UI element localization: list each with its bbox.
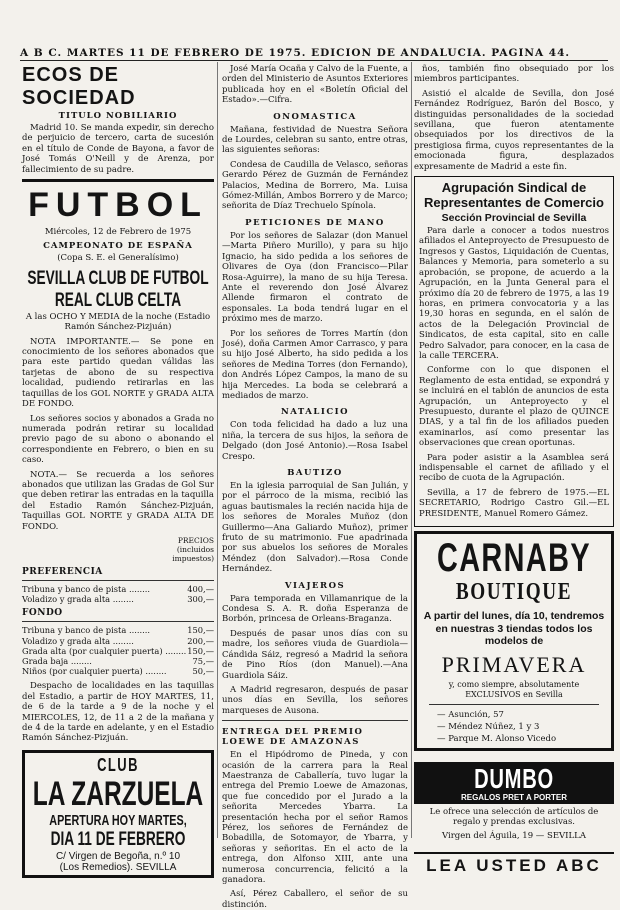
article-paragraph: José María Ocaña y Calvo de la Fuente, a orden del Ministerio de Asuntos Exteriores publicada hoy en el «Boletín Oficial del Estado».—Cifra. [222,64,408,106]
header-rule [20,60,608,61]
opening-date: DIA 11 DE FEBRERO [50,828,186,850]
article-paragraph: Para temporada en Villamanrique de la Condesa S. A. R. doña Esperanza de Borbón, princesa de Orleans-Braganza. [222,593,408,625]
team-home: SEVILLA CLUB DE FUTBOL [27,267,209,289]
column-divider [217,62,218,838]
section-title: ECOS DE SOCIEDAD [22,64,136,109]
section-heading: PETICIONES DE MANO [245,217,385,228]
column-divider [411,62,412,838]
price-row [22,656,214,666]
price-row [22,646,214,656]
article-paragraph: Mañana, festividad de Nuestra Señora de Lourdes, celebran su santo, entre otras, las siguientes señoras: [222,124,408,156]
carnaby-title: CARNABY [436,536,592,581]
price-value: 150,— [187,645,214,656]
section-heading: BAUTIZO [287,468,343,478]
article-paragraph: En la iglesia parroquial de San Julián, y por el párroco de la misma, recibió las aguas bautismales la recién nacida hija de los señores de Morales Muñoz (don Guillermo—Ana Galiardo Muñoz), primer fruto de su matrimonio. Fue apadrinada por sus abuelos los señores de Morales Méndez (don Salvador).—Rosa Conde Hernández. [222,481,408,575]
lea-abc: LEA USTED ABC [414,852,614,876]
price-value: 200,— [187,635,214,646]
price-item: Tribuna y banco de pista ........ [22,583,151,594]
divider [222,720,408,721]
column-left [22,64,214,873]
article-paragraph: Para poder asistir a la Asamblea será indispensable el carnet de afiliado y el recibo de cuota de la Agrupación. [419,452,609,484]
article-paragraph: A Madrid regresaron, después de pasar unos días en Sevilla, los señores marqueses de Ausona. [222,684,408,716]
match-date: Miércoles, 12 de Febrero de 1975 [44,227,192,238]
promo-text: A partir del lunes, día 10, tendremos en nuestras 3 tiendas todos los modelos de [423,610,605,648]
article-paragraph: Para darle a conocer a todos nuestros afiliados el Anteproyecto de Presupuesto de Ingresos y Gastos, Liquidación de Cuentas, Balances y Memoria, para someterlo a su aprobación, se propone, de acuerdo a la Agrupación, en la Junta General para el próximo día 20 de febrero de 1975, a las 19 horas, en primera convocatoria y a las 19,30 horas en segunda, en el salón de actos de la Delegación Provincial de Sindicatos, de esta capital, sito en calle Pedro Salvador, para conocer, en la casa de la calle TERCERA. [419,226,609,361]
price-value: 50,— [192,666,214,677]
price-row [22,584,214,594]
price-value: 300,— [187,594,214,605]
article-paragraph: Sevilla, a 17 de febrero de 1975.—EL SECRETARIO, Rodrigo Castro Gil.—EL PRESIDENTE, Manuel Romero Gámez. [419,487,609,519]
page-header: A B C. MARTES 11 DE FEBRERO DE 1975. EDICION DE ANDALUCIA. PAGINA 44. [20,47,571,59]
section-heading: NATALICIO [281,407,349,418]
article-paragraph: ños, también fino obsequiado por los miembros participantes. [414,64,614,85]
store-item: — Parque M. Alonso Vicedo [437,733,557,744]
divider [22,179,214,182]
price-list [22,625,214,676]
price-value: 400,— [187,583,214,594]
price-item: Grada alta (por cualquier puerta) ........ [22,645,187,656]
zarzuela-ad [22,750,214,878]
dumbo-address: Virgen del Águila, 19 — SEVILLA [442,831,586,842]
price-list [22,584,214,604]
section-heading: VIAJEROS [284,580,346,591]
article-paragraph: NOTA.— Se recuerda a los señores abonados que utilizan las Gradas de Gol Sur que deben retirar las entradas en la taquilla del Estadio Ramón Sánchez-Pizjuán, Taquillas GOL NORTE y GRADA ALTA DE FONDO. [22,469,214,532]
divider [429,704,599,705]
prices-heading: PRECIOS (incluidos impuestos) [172,535,214,563]
article-paragraph: Por los señores de Torres Martín (don José), doña Carmen Amor Carrasco, y para su hijo José Alberto, ha sido pedida a los señores de Medina Torres (don Fernando), don Andrés López Campos, la mano de su hija Mercedes. La boda se celebrará a mediados de marzo. [222,328,408,401]
price-value: 150,— [187,625,214,636]
store-list [421,709,607,745]
championship: CAMPEONATO DE ESPAÑA [43,241,193,252]
union-notice [414,176,614,527]
dumbo-text: Le ofrece una selección de artículos de regalo y prendas exclusivas. [429,806,599,827]
carnaby-ad [414,531,614,751]
dumbo-ad [414,759,614,849]
store-item: — Méndez Núñez, 1 y 3 [437,721,540,732]
subheading: TITULO NOBILIARIO [58,111,178,121]
article-paragraph: Asistió el alcalde de Sevilla, don José Fernández Rodríguez, Barón del Bosco, y distinguidas personalidades de la sociedad sevillana, que fueron atentamente obsequiados por los directivos de la prestigiosa firma, cuyos representantes de la emocionada figura, desplazados expresamente de Madrid a este fin. [414,88,614,172]
article-paragraph: En el Hipódromo de Pineda, y con ocasión de la carrera para la Real Maestranza de Caballería, tuvo lugar la entrega del Premio Loewe de Amazonas, que fue concedido por el Jurado a la señorita Mercedes Ybarra. La presentación hecha por el señor Ramos Pérez, los señores de Fernández de Bobadilla, de Sotomayor, de Ybarra, y señoras y señoritas. En el acto de la entrega, don Alfonso XIII, ante una numerosa concurrencia, felicitó a la ganadora. [222,750,408,885]
article-paragraph: Condesa de Caudilla de Velasco, señoras Gerardo Pérez de Guzmán de Fernández Palacios, Medina de Borrero, Ma. Luisa Gómez-Millán, Ambos Borrero y de Marco; señorita de Díaz Trechuelo Spínola. [222,159,408,212]
dumbo-title: DUMBO [474,762,554,794]
article-paragraph: Así, Pérez Caballero, el señor de su distinción. [222,889,408,910]
article-paragraph: Conforme con lo que disponen el Reglamento de esta entidad, se expondrá y se incluirá en el tablón de anuncios de esta Agrupación, un Anteproyecto y el Presupuesto, durante el plazo de QUINCE DIAS, y a tal fin de los afiliados pueden examinarlos, así como presentar las observaciones que crean oportunas. [419,365,609,449]
exclusive-text: y, como siempre, absolutamente EXCLUSIVOS en Sevilla [448,679,580,699]
article-paragraph: Madrid 10. Se manda expedir, sin derecho de perjuicio de tercero, carta de sucesión en el título de Conde de Bayona, a favor de José Tomás O'Neill y de Arenza, por fallecimiento de su padre. [22,123,214,175]
divider [22,580,214,581]
price-item: Voladizo y grada alta ........ [22,594,134,605]
address-line: C/ Virgen de Begoña, n.º 10 [55,850,181,862]
primavera-title: PRIMAVERA [441,651,587,677]
divider [22,621,214,622]
article-paragraph: Después de pasar unos días con su madre, los señores viuda de Guardiola—Cándida Sáiz, regresó a Madrid la señora de Pino Ríos (don Manuel).—Ana Guardiola Sáiz. [222,628,408,681]
address-line: (Los Remedios). SEVILLA [59,861,177,873]
article-paragraph: Los señores socios y abonados a Grada no numerada podrán retirar su localidad previo pago de su abono o abonando el correspondiente en Febrero, o bien en su caso. [22,413,214,466]
section-heading: ONOMASTICA [273,111,357,122]
dumbo-banner [414,762,614,804]
notice-subtitle: Sección Provincial de Sevilla [441,212,587,225]
opening-text: APERTURA HOY MARTES, [49,811,187,829]
match-time: A las OCHO Y MEDIA de la noche (Estadio Ramón Sánchez-Pizjuán) [25,311,211,333]
club-label: CLUB [97,754,139,775]
section-heading: ENTREGA DEL PREMIO LOEWE DE AMAZONAS [222,727,364,748]
article-paragraph: Con toda felicidad ha dado a luz una niña, la tercera de sus hijos, la señora de Delgado (don José Antonio).—Rosa Isabel Crespo. [222,420,408,462]
team-away: REAL CLUB CELTA [54,289,182,311]
preferencia-label: PREFERENCIA [22,566,103,577]
zarzuela-title: LA ZARZUELA [32,774,204,813]
fondo-label: FONDO [22,608,63,619]
boutique-title: BOUTIQUE [455,579,573,606]
price-row [22,594,214,604]
dumbo-subtitle: REGALOS PRET A PORTER [460,792,568,802]
price-row [22,636,214,646]
column-center [222,64,408,910]
cup-name: (Copa S. E. el Generalísimo) [57,253,179,264]
column-right [414,64,614,875]
price-value: 75,— [192,655,214,666]
price-item: Tribuna y banco de pista ........ [22,625,151,636]
price-item: Grada baja ........ [22,655,92,666]
price-row [22,625,214,635]
article-paragraph: NOTA IMPORTANTE.— Se pone en conocimiento de los señores abonados que para este partido quedan válidas las tarjetas de abono de su respectiva localidad, pudiendo retirarlas en las taquillas de los GOL NORTE y GRADA ALTA DE FONDO. [22,336,214,410]
article-paragraph: Por los señores de Salazar (don Manuel—Marta Piñero Murillo), y para su hijo Ignacio, ha sido pedida a los señores de Olivares de Oya (don Francisco—Pilar Rosa-Aguirre), la mano de su hija Teresa. Ante el reverendo don José Álvarez Allende firmaron el contrato de esponsales. La boda tendrá lugar en el próximo mes de marzo. [222,230,408,325]
price-item: Voladizo y grada alta ........ [22,635,134,646]
article-paragraph: Despacho de localidades en las taquillas del Estadio, a partir de HOY MARTES, 11, de 6 de la tarde a 9 de la noche y el MIERCOLES, 12, de 11 a 2 de la mañana y de 4 de la tarde en adelante, y en el Estadio Ramón Sánchez-Pizjuán. [22,681,214,744]
price-row [22,666,214,676]
notice-title: Agrupación Sindical de Representantes de Comercio [424,180,604,211]
futbol-headline: FUTBOL [28,186,208,225]
store-item: — Asunción, 57 [437,709,504,720]
price-item: Niños (por cualquier puerta) ........ [22,666,167,677]
